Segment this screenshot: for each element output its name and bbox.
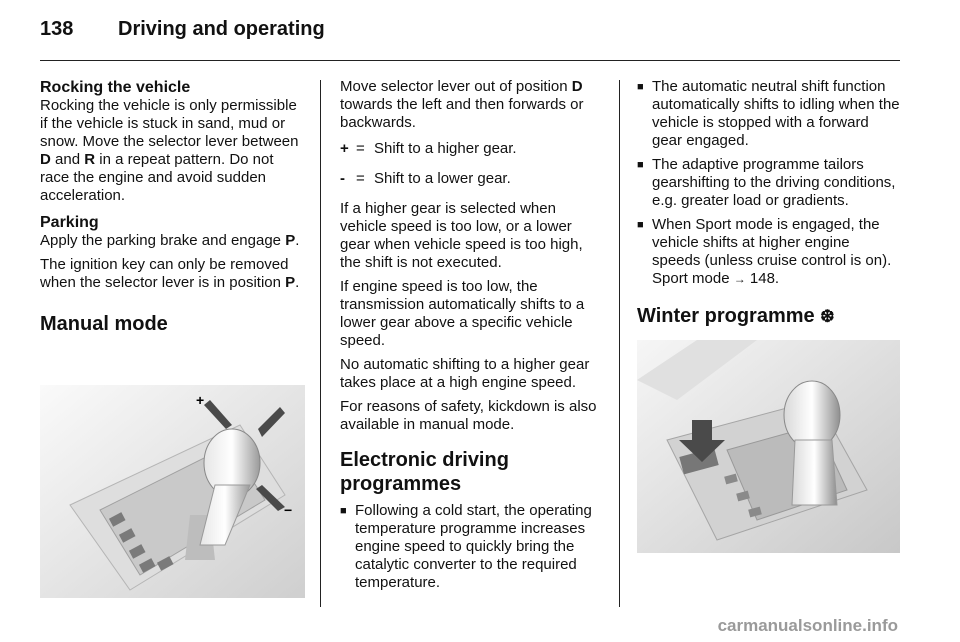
column-1	[40, 78, 305, 350]
paragraph: For reasons of safety, kickdown is also available in manual mode.	[340, 398, 597, 433]
column-divider-1	[320, 80, 321, 607]
header-rule	[40, 60, 900, 61]
list-item: ■ Following a cold start, the operating temperature programme increases engine speed to quickly bring the catalytic converter to the required temperature.	[340, 502, 605, 592]
list-item: ■ The adaptive programme tailors gearshifting to the driving conditions, e.g. greater load or gradients.	[637, 156, 902, 210]
parking-paragraph-2: The ignition key can only be removed when the selector lever is in position P.	[40, 256, 300, 291]
manual-mode-heading: Manual mode	[40, 313, 168, 335]
column-2	[340, 78, 605, 598]
list-item: ■ When Sport mode is engaged, the vehicle shifts at higher engine speeds (unless cruise control is on). Sport mode → 148.	[637, 216, 902, 288]
rocking-heading: Rocking the vehicle	[40, 79, 191, 96]
column-3	[637, 78, 902, 343]
gear-plus-row: + = Shift to a higher gear.	[340, 140, 517, 157]
section-title: Driving and operating	[118, 18, 325, 40]
paragraph: If engine speed is too low, the transmission automatically shifts to a lower gear above a specific vehicle speed.	[340, 278, 585, 349]
electronic-programmes-heading: Electronic driving programmes	[340, 449, 509, 495]
page-reference-icon: →	[733, 272, 746, 286]
parking-paragraph-1: Apply the parking brake and engage P.	[40, 232, 300, 249]
page-header	[40, 18, 325, 48]
programmes-list-cont	[637, 78, 902, 288]
snowflake-icon: ❆	[820, 307, 835, 326]
page-number: 138	[40, 18, 74, 40]
column-divider-2	[619, 80, 620, 607]
parking-heading: Parking	[40, 214, 99, 231]
gear-minus-row: - = Shift to a lower gear.	[340, 170, 511, 187]
programmes-list	[340, 502, 605, 592]
watermark: carmanualsonline.info	[717, 616, 898, 635]
svg-text:−: −	[284, 502, 293, 518]
winter-programme-illustration	[637, 340, 900, 553]
paragraph: If a higher gear is selected when vehicle speed is too low, or a lower gear when vehicle speed is too high, the shift is not executed.	[340, 200, 583, 271]
svg-text:+: +	[196, 392, 205, 408]
winter-programme-heading: Winter programme ❆	[637, 305, 835, 327]
list-item: ■ The automatic neutral shift function automatically shifts to idling when the vehicle is stopped with a forward gear engaged.	[637, 78, 902, 150]
rocking-paragraph: Rocking the vehicle is only permissible if the vehicle is stuck in sand, mud or snow. Move the selector lever between D and R in a repeat pattern. Do not race the engine and avoid sudden acceleration.	[40, 97, 299, 204]
paragraph: No automatic shifting to a higher gear takes place at a high engine speed.	[340, 356, 590, 391]
manual-mode-illustration	[40, 385, 305, 598]
selector-intro: Move selector lever out of position D towards the left and then forwards or backwards.	[340, 78, 584, 131]
